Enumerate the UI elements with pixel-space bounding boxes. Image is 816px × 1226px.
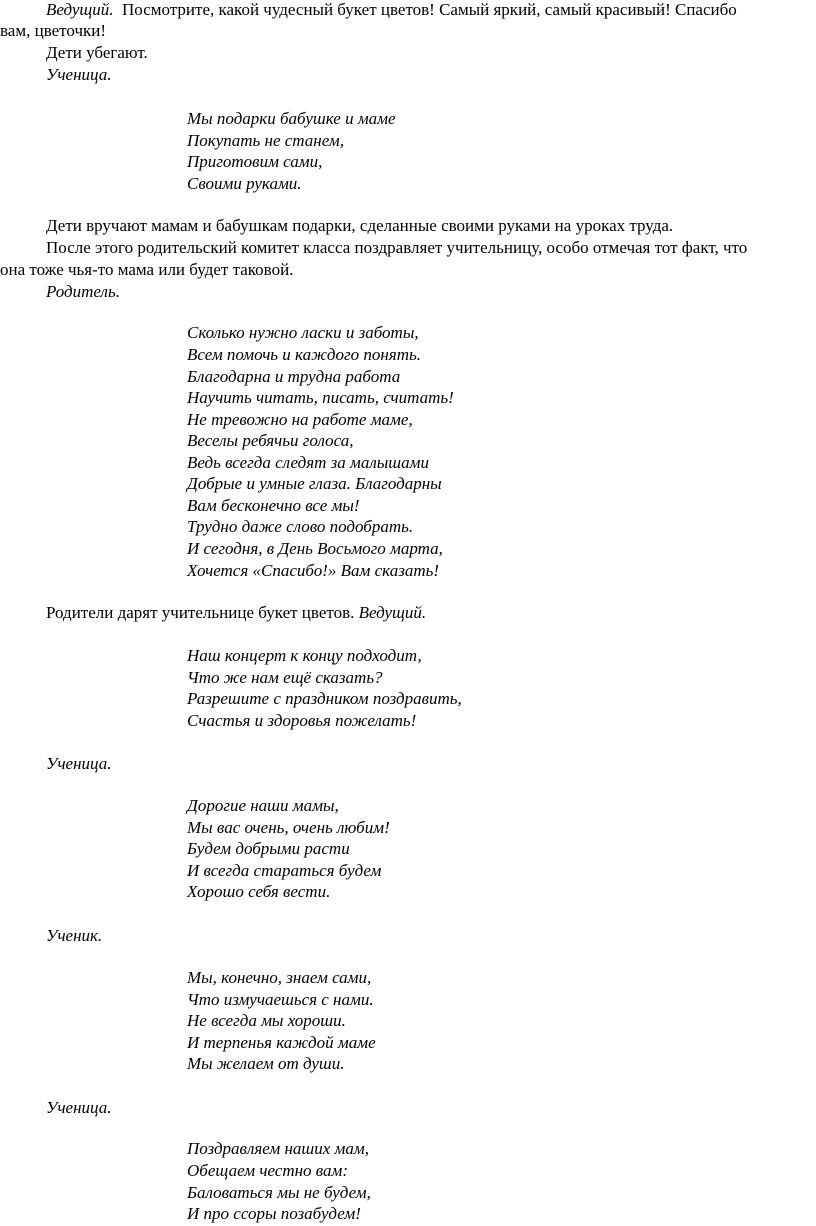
verse-line: Будем добрыми расти: [187, 839, 350, 858]
stage-direction: [46, 603, 426, 623]
verse-line: Вам бесконечно все мы!: [187, 496, 360, 515]
verse-line: Всем помочь и каждого понять.: [187, 345, 421, 364]
speaker-label: Ученик.: [46, 926, 103, 945]
speaker-label: Ученица.: [46, 754, 112, 773]
stage-direction: Дети вручают мамам и бабушкам подарки, сделанные своими руками на уроках труда.: [46, 216, 674, 235]
verse-line: Мы желаем от души.: [187, 1054, 345, 1073]
verse-line: Что измучаешься с нами.: [187, 990, 374, 1009]
speaker-label: Ведущий.: [358, 603, 427, 622]
paragraph-text: Посмотрите, какой чудесный букет цветов! Самый яркий, самый красивый! Спасибо: [122, 0, 737, 19]
verse-line: Добрые и умные глаза. Благодарны: [187, 474, 442, 493]
verse-line: Что же нам ещё сказать?: [187, 668, 383, 687]
speaker-label: Родитель.: [46, 282, 120, 301]
verse-line: Не тревожно на работе маме,: [187, 410, 413, 429]
verse-line: Научить читать, писать, считать!: [187, 388, 454, 407]
verse-line: И терпенья каждой маме: [187, 1033, 376, 1052]
verse-line: И сегодня, в День Восьмого марта,: [187, 539, 443, 558]
verse-line: И про ссоры позабудем!: [187, 1204, 361, 1223]
speaker-label: Ученица.: [46, 65, 112, 84]
verse-line: Баловаться мы не будем,: [187, 1183, 371, 1202]
verse-line: Хорошо себя вести.: [187, 882, 331, 901]
verse-line: И всегда стараться будем: [187, 861, 382, 880]
paragraph-host-intro: [46, 0, 737, 20]
verse-line: Мы подарки бабушке и маме: [187, 109, 396, 128]
verse-line: Мы, конечно, знаем сами,: [187, 968, 372, 987]
stage-direction: Дети убегают.: [46, 43, 148, 62]
verse-line: Хочется «Спасибо!» Вам сказать!: [187, 561, 439, 580]
paragraph-continuation: она тоже чья-то мама или будет таковой.: [0, 260, 294, 279]
paragraph-text: Родители дарят учительнице букет цветов.: [46, 603, 355, 622]
verse-line: Ведь всегда следят за малышами: [187, 453, 429, 472]
paragraph-text: После этого родительский комитет класса поздравляет учительницу, особо отмечая тот факт, что: [46, 238, 748, 257]
speaker-label: Ведущий.: [46, 0, 114, 19]
verse-line: Наш концерт к концу подходит,: [187, 646, 422, 665]
verse-line: Мы вас очень, очень любим!: [187, 818, 390, 837]
verse-line: Благодарна и трудна работа: [187, 367, 401, 386]
speaker-label: Ученица.: [46, 1098, 112, 1117]
verse-line: Своими руками.: [187, 174, 302, 193]
verse-line: Приготовим сами,: [187, 152, 323, 171]
verse-line: Сколько нужно ласки и заботы,: [187, 323, 419, 342]
verse-line: Разрешите с праздником поздравить,: [187, 689, 462, 708]
verse-line: Покупать не станем,: [187, 131, 344, 150]
verse-line: Веселы ребячьи голоса,: [187, 431, 354, 450]
paragraph-continuation: вам, цветочки!: [0, 21, 107, 40]
verse-line: Не всегда мы хороши.: [187, 1011, 346, 1030]
verse-line: Трудно даже слово подобрать.: [187, 517, 414, 536]
verse-line: Счастья и здоровья пожелать!: [187, 711, 417, 730]
verse-line: Обещаем честно вам:: [187, 1161, 349, 1180]
verse-line: Дорогие наши мамы,: [187, 796, 339, 815]
verse-line: Поздравляем наших мам,: [187, 1139, 369, 1158]
